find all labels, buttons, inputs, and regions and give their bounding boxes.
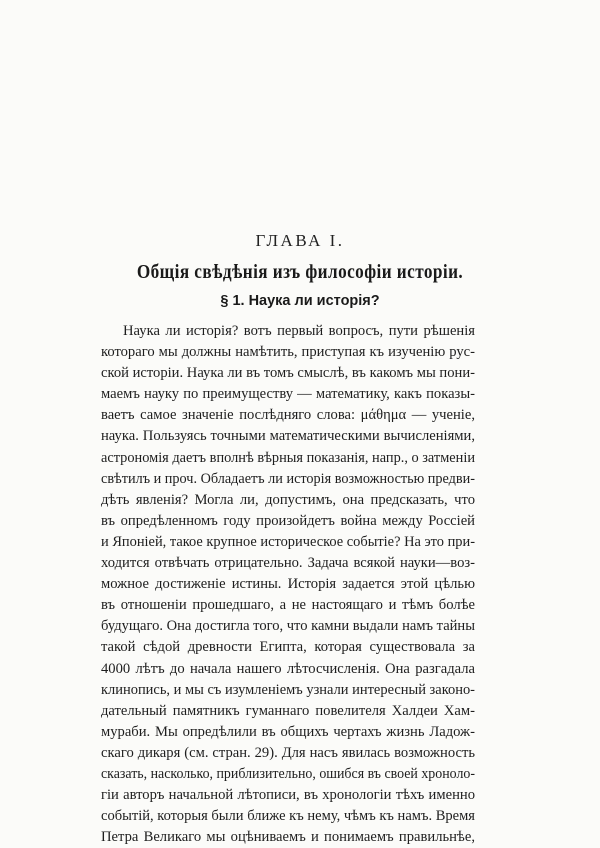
text-line: ваетъ самое значеніе послѣдняго слова: μάθημα — ученіе, <box>101 407 475 424</box>
text-line: и Японіей, такое крупное историческое событіе? На это при- <box>101 533 476 550</box>
text-line: скаго дикаря (см. стран. 29). Для насъ явилась возможность <box>101 744 475 761</box>
text-line: астрономія даетъ вполнѣ вѣрныя показанія, напр., о затменіи <box>101 449 476 466</box>
paragraph <box>101 321 475 848</box>
text-line: сказать, насколько, приблизительно, ошибся въ своей хроноло- <box>101 765 475 782</box>
text-line: свѣтилъ и проч. Обладаетъ ли исторія возможностью предви- <box>101 470 475 487</box>
text-line: въ отношеніи прошедшаго, а не настоящаго и тѣмъ болѣе <box>101 597 475 614</box>
text-line: будущаго. Она достигла того, что камни выдали намъ тайны <box>101 618 475 635</box>
text-line: гіи авторъ начальной лѣтописи, въ хронологіи тѣхъ именно <box>101 787 475 804</box>
text-line: мураби. Мы опредѣлили въ общихъ чертахъ жизнь Ладож- <box>101 723 475 740</box>
text-line: ходится отвѣчать отрицательно. Задача всякой науки—воз- <box>101 555 475 572</box>
section-heading: § 1. Наука ли исторія? <box>220 293 380 309</box>
text-line: въ опредѣленномъ году произойдетъ война между Россіей <box>101 512 475 529</box>
text-line: маемъ науку по преимуществу — математику, какъ показы- <box>101 386 475 403</box>
text-line: котораго мы должны намѣтить, приступая къ изученію рус- <box>101 344 475 361</box>
text-line: ской исторіи. Наука ли въ томъ смыслѣ, въ какомъ мы пони- <box>101 365 476 382</box>
text-line: дательный памятникъ гуманнаго повелителя Халдеи Хам- <box>101 702 475 719</box>
text-line: клинопись, и мы съ изумленіемъ узнали интересный законо- <box>101 681 475 698</box>
chapter-label: ГЛАВА I. <box>255 231 345 250</box>
text-line: событій, которыя были ближе къ нему, чѣмъ къ намъ. Время <box>101 808 475 825</box>
text-line: Петра Великаго мы оцѣниваемъ и понимаемъ правильнѣе, <box>101 829 475 846</box>
text-line: 4000 лѣтъ до начала нашего лѣтосчисленія. Она разгадала <box>101 660 475 677</box>
text-line: наука. Пользуясь точными математическими вычисленіями, <box>101 428 475 445</box>
text-line: дѣть явленія? Могла ли, допустимъ, она предсказать, что <box>101 491 475 508</box>
text-line: можное достиженіе истины. Исторія задается этой цѣлью <box>101 576 475 593</box>
chapter-title: Общія свѣдѣнія изъ философіи исторіи. <box>136 261 464 283</box>
text-line: такой сѣдой древности Египта, которая существовала за <box>101 639 475 656</box>
text-line: Наука ли исторія? вотъ первый вопросъ, пути рѣшенія <box>123 323 475 339</box>
